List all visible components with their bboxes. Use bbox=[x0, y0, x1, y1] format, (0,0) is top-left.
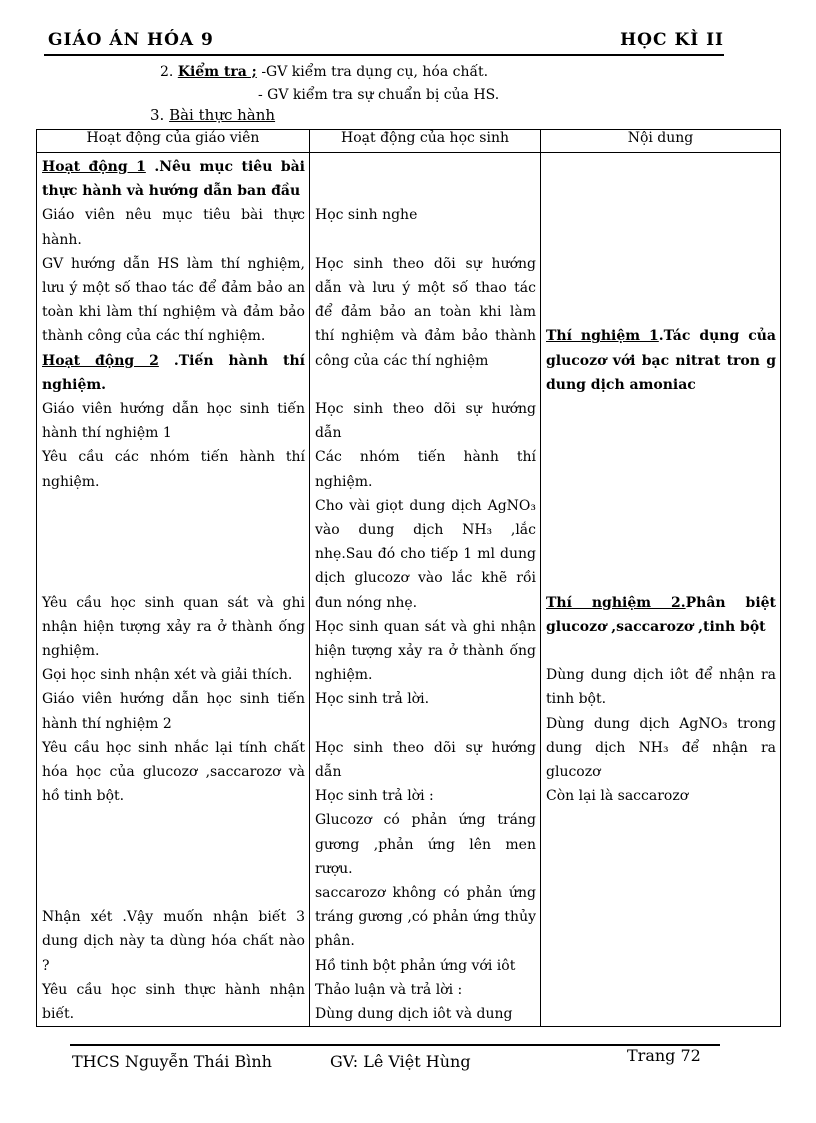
intro-label: Kiểm tra ; bbox=[177, 64, 257, 80]
header-student: Hoạt động của học sinh bbox=[310, 130, 541, 153]
student-line: Học sinh theo dõi sự hướng dẫn bbox=[315, 739, 536, 781]
activity-2 bbox=[42, 349, 305, 397]
teacher-line: Giáo viên hướng dẫn học sinh tiến hành thí nghiệm 1 bbox=[42, 401, 305, 442]
footer-teacher: GV: Lê Việt Hùng bbox=[330, 1052, 471, 1071]
teacher-line: GV hướng dẫn HS làm thí nghiệm, lưu ý một số thao tác để đảm bảo an toàn khi làm thí nghiệm và đảm bảo thành công của các thí nghiệm. bbox=[42, 255, 305, 345]
content-line: Còn lại là saccarozơ bbox=[546, 788, 689, 805]
section-number: 3. bbox=[150, 106, 165, 124]
student-column bbox=[310, 153, 541, 1027]
student-line: Cho vài giọt dung dịch AgNO₃ vào dung dịch NH₃ ,lắc nhẹ.Sau đó cho tiếp 1 ml dung dịch glucozơ vào lắc khẽ rồi đun nóng nhẹ. bbox=[315, 497, 536, 611]
student-line: Học sinh theo dõi sự hướng dẫn và lưu ý một số thao tác để đảm bảo an toàn khi làm thí nghiệm và đảm bảo thành công của các thí nghiệm bbox=[315, 255, 536, 369]
lesson-table bbox=[36, 129, 781, 1027]
experiment-1-text: .Tác dụng của glucozơ với bạc nitrat tron g dung dịch amoniac bbox=[546, 328, 776, 393]
teacher-line: Gọi học sinh nhận xét và giải thích. bbox=[42, 667, 293, 684]
experiment-1-label: Thí nghiệm 1 bbox=[546, 328, 659, 345]
footer-rule bbox=[70, 1044, 720, 1046]
student-line: Dùng dung dịch iôt và dung bbox=[315, 1006, 513, 1023]
teacher-line: Yêu cầu học sinh quan sát và ghi nhận hiện tượng xảy ra ở thành ống nghiệm. bbox=[42, 594, 305, 660]
header-subject: GIÁO ÁN HÓA 9 bbox=[48, 30, 214, 50]
activity-2-text: .Tiến hành thí nghiệm. bbox=[42, 352, 306, 393]
section-title: Bài thực hành bbox=[169, 106, 276, 124]
student-line: Thảo luận và trả lời : bbox=[315, 981, 463, 998]
experiment-2 bbox=[546, 591, 776, 639]
teacher-line: Giáo viên nêu mục tiêu bài thực hành. bbox=[42, 207, 305, 248]
student-line: Học sinh nghe bbox=[315, 207, 418, 224]
table-header-row bbox=[37, 130, 781, 153]
student-line: saccarozơ không có phản ứng tráng gương ,có phản ứng thủy phân. bbox=[315, 885, 536, 950]
content-column bbox=[541, 153, 781, 1027]
intro-line1: -GV kiểm tra dụng cụ, hóa chất. bbox=[261, 64, 489, 80]
intro-check-line1 bbox=[160, 62, 488, 82]
activity-1 bbox=[42, 155, 305, 203]
experiment-2-text: Phân biệt glucozơ ,saccarozơ ,tinh bột bbox=[546, 594, 777, 635]
student-line: Hồ tinh bột phản ứng với iôt bbox=[315, 957, 516, 974]
activity-1-text: .Nêu mục tiêu bài thực hành và hướng dẫn ban đầu bbox=[42, 159, 306, 200]
student-line: Glucozơ có phản ứng tráng gương ,phản ứng lên men rượu. bbox=[315, 812, 536, 877]
activity-2-label: Hoạt động 2 bbox=[42, 352, 159, 369]
intro-number: 2. bbox=[160, 64, 174, 80]
experiment-2-label: Thí nghiệm 2. bbox=[546, 594, 686, 611]
teacher-line: Giáo viên hướng dẫn học sinh tiến hành thí nghiệm 2 bbox=[42, 691, 305, 732]
page-header bbox=[44, 30, 724, 56]
table-body-row bbox=[37, 153, 781, 1027]
content-line: Dùng dung dịch AgNO₃ trong dung dịch NH₃ để nhận ra glucozơ bbox=[546, 715, 776, 780]
student-line: Học sinh quan sát và ghi nhận hiện tượng xảy ra ở thành ống nghiệm. bbox=[315, 618, 536, 684]
section-heading bbox=[150, 106, 275, 124]
student-line: Học sinh theo dõi sự hướng dẫn bbox=[315, 400, 536, 442]
activity-1-label: Hoạt động 1 bbox=[42, 159, 146, 175]
experiment-1 bbox=[546, 324, 776, 397]
student-line: Các nhóm tiến hành thí nghiệm. bbox=[315, 449, 536, 490]
teacher-line: Yêu cầu các nhóm tiến hành thí nghiệm. bbox=[42, 449, 305, 490]
student-line: Học sinh trả lời : bbox=[315, 788, 434, 805]
teacher-line: Nhận xét .Vậy muốn nhận biết 3 dung dịch này ta dùng hóa chất nào ? bbox=[42, 909, 305, 974]
teacher-column bbox=[37, 153, 310, 1027]
header-content: Nội dung bbox=[541, 130, 781, 153]
footer-page-number: Trang 72 bbox=[627, 1046, 701, 1065]
header-teacher: Hoạt động của giáo viên bbox=[37, 130, 310, 153]
teacher-line: Yêu cầu học sinh nhắc lại tính chất hóa học của glucozơ ,saccarozơ và hồ tinh bột. bbox=[42, 739, 305, 805]
teacher-line: Yêu cầu học sinh thực hành nhận biết. bbox=[42, 981, 305, 1023]
header-term: HỌC KÌ II bbox=[620, 30, 724, 50]
intro-line2: - GV kiểm tra sự chuẩn bị của HS. bbox=[258, 87, 500, 103]
content-line: Dùng dung dịch iôt để nhận ra tinh bột. bbox=[546, 667, 776, 708]
student-line: Học sinh trả lời. bbox=[315, 691, 430, 708]
footer-school: THCS Nguyễn Thái Bình bbox=[72, 1052, 272, 1071]
